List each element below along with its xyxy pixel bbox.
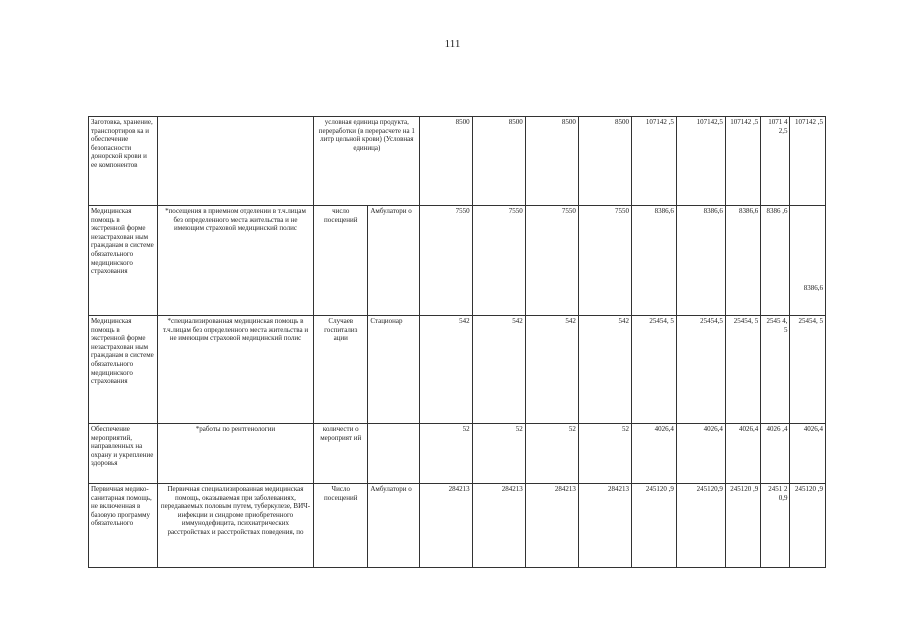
cell-type: Амбулатори о [368, 206, 420, 316]
cell-unit: число посещений [314, 206, 368, 316]
cell-value: 52 [472, 424, 525, 484]
cell-value: 25454,5 [676, 316, 725, 424]
cell-value: 2545 4,5 [761, 316, 790, 424]
cell-value: 107142 ,5 [725, 117, 760, 206]
cell-value: 52 [578, 424, 631, 484]
cell-unit: количести о мероприят ий [314, 424, 368, 484]
cell-value: 7550 [578, 206, 631, 316]
cell-description [157, 117, 313, 206]
cell-value: 4026,4 [725, 424, 760, 484]
cell-value: 25454, 5 [790, 316, 826, 424]
cell-value: 4026,4 [790, 424, 826, 484]
cell-name: Заготовка, хранение, транспортиров ка и обеспечение безопасности донорской крови и ее компонентов [89, 117, 158, 206]
cell-type [368, 424, 420, 484]
table-row [89, 206, 826, 316]
cell-value: 7550 [420, 206, 472, 316]
cell-description: *работы по рентгенологии [157, 424, 313, 484]
table-row [89, 117, 826, 206]
cell-name: Обеспечение мероприятий, направленных на охрану и укрепление здоровья [89, 424, 158, 484]
cell-value: 8500 [472, 117, 525, 206]
cell-value: 52 [525, 424, 578, 484]
cell-value: 245120 ,9 [632, 484, 677, 568]
cell-value: 107142 ,5 [632, 117, 677, 206]
cell-description: *специализированная медицинская помощь в т.ч.лицам без определенного места жительства и не имеющим страховой медицинский полис [157, 316, 313, 424]
cell-value: 107142 ,5 [790, 117, 826, 206]
cell-unit: условная единица продукта, переработки (в перерасчете на 1 литр цельной крови) (Условная единица) [314, 117, 420, 206]
cell-name: Первичная медико-санитарная помощь, не включенная в базовую программу обязательного [89, 484, 158, 568]
cell-value: 7550 [472, 206, 525, 316]
cell-value: 542 [525, 316, 578, 424]
cell-unit: Случаев госпитализ ации [314, 316, 368, 424]
cell-description: Первичная специализированная медицинская помощь, оказываемая при заболеваниях, передаваемых половым путем, туберкулезе, ВИЧ-инфекции и синдроме приобретенного иммунодефицита, психиатрических расстройствах и расстройствах поведения, по [157, 484, 313, 568]
table-row [89, 424, 826, 484]
cell-value: 8500 [420, 117, 472, 206]
table-row [89, 484, 826, 568]
cell-value: 284213 [525, 484, 578, 568]
cell-value: 542 [420, 316, 472, 424]
cell-value: 4026,4 [632, 424, 677, 484]
cell-value: 107142,5 [676, 117, 725, 206]
cell-value: 542 [578, 316, 631, 424]
cell-value: 4026,4 [676, 424, 725, 484]
cell-value: 25454, 5 [632, 316, 677, 424]
cell-type: Стационар [368, 316, 420, 424]
cell-value: 245120 ,9 [790, 484, 826, 568]
cell-value: 284213 [472, 484, 525, 568]
cell-value: 284213 [420, 484, 472, 568]
table-row [89, 316, 826, 424]
data-table [88, 116, 826, 568]
cell-value: 245120,9 [676, 484, 725, 568]
cell-value: 245120 ,9 [725, 484, 760, 568]
cell-value: 25454, 5 [725, 316, 760, 424]
cell-value: 8386,6 [725, 206, 760, 316]
cell-value: 2451 20,9 [761, 484, 790, 568]
cell-value: 8386,6 [632, 206, 677, 316]
cell-value: 8500 [578, 117, 631, 206]
cell-value: 8386,6 [790, 206, 826, 316]
cell-value: 7550 [525, 206, 578, 316]
cell-unit: Число посещений [314, 484, 368, 568]
page-number: 111 [444, 38, 461, 50]
cell-description: *посещения в приемном отделении в т.ч.лицам без определенного места жительства и не имеющим страховой медицинский полис [157, 206, 313, 316]
cell-value: 284213 [578, 484, 631, 568]
cell-value: 8386,6 [676, 206, 725, 316]
cell-name: Медицинская помощь в экстренной форме незастрахован ным гражданам в системе обязательного медицинского страхования [89, 206, 158, 316]
cell-type: Амбулатори о [368, 484, 420, 568]
cell-name: Медицинская помощь в экстренной форме незастрахован ным гражданам в системе обязательного медицинского страхования [89, 316, 158, 424]
cell-value: 542 [472, 316, 525, 424]
cell-value: 52 [420, 424, 472, 484]
cell-value: 4026 ,4 [761, 424, 790, 484]
cell-value: 8500 [525, 117, 578, 206]
cell-value: 8386 ,6 [761, 206, 790, 316]
cell-value: 1071 42,5 [761, 117, 790, 206]
